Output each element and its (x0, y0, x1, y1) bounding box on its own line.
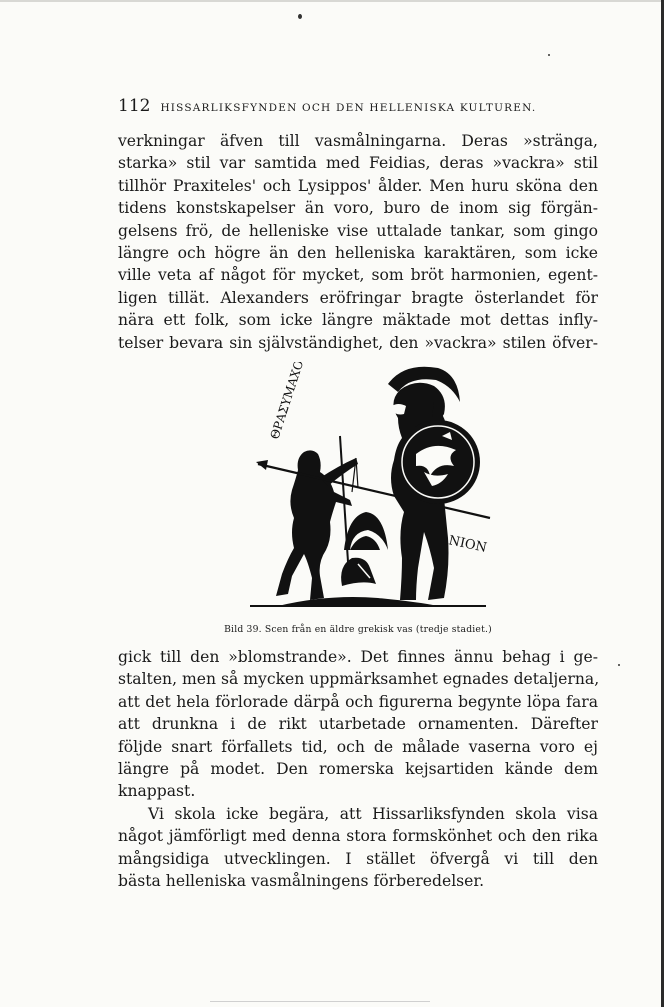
ink-speck (298, 14, 302, 19)
text-line: stalten, men så mycken uppmärksamhet egnades detaljerna, (118, 670, 600, 689)
text-line: tidens konstskapelser än voro, buro de inom sig förgän- (118, 199, 598, 218)
vase-scene-figure (238, 362, 498, 612)
text-line: att det hela förlorade därpå och figurerna begynte löpa fara (118, 692, 598, 711)
text-line: gick till den »blomstrande». Det finnes ännu behag i ge- (118, 648, 598, 666)
paragraph-top (118, 130, 598, 354)
text-line: knappast. (118, 782, 196, 801)
text-line: starka» stil var samtida med Feidias, deras »vackra» stil (118, 154, 598, 173)
text-line: längre och högre än den helleniska karaktären, som icke (118, 244, 598, 263)
inscription-left: ΘΡΑΣΥΜΑΧΟΣ (267, 362, 309, 441)
page-number: 112 (118, 96, 151, 116)
ink-speck (548, 54, 550, 56)
text-line: tillhör Praxiteles' och Lysippos' ålder. Men huru sköna den (118, 176, 598, 195)
text-line: ville veta af något för mycket, som bröt harmonien, egent- (118, 266, 598, 285)
text-line: verkningar äfven till vasmålningarna. Deras »stränga, (118, 132, 598, 150)
text-line: följde snart förfallets tid, och de målade vaserna voro ej (118, 737, 598, 756)
page-edge-top (0, 0, 664, 2)
text-line: Vi skola icke begära, att Hissarliksfynden skola visa (148, 804, 598, 823)
text-line: bästa helleniska vasmålningens förberedelser. (118, 872, 485, 891)
inscription-right: ΝΙΟΝ (447, 533, 488, 556)
paragraph-bottom (118, 646, 598, 892)
text-line: gelsens frö, de helleniske vise uttalade tankar, som gingo (118, 221, 598, 240)
figure-caption: Bild 39. Scen från en äldre grekisk vas (tredje stadiet.) (224, 624, 492, 635)
ink-speck (618, 664, 620, 666)
page-header (118, 96, 558, 116)
vase-illustration (238, 362, 498, 612)
footer-rule (210, 1001, 430, 1002)
text-line: ligen tillät. Alexanders eröfringar bragte österlandet för (118, 288, 598, 307)
text-line: telser bevara sin självständighet, den »vackra» stilen öfver- (118, 333, 598, 352)
text-line: nära ett folk, som icke längre mäktade mot dettas infly- (118, 311, 598, 330)
text-line: längre på modet. Den romerska kejsartiden kände dem (118, 760, 598, 779)
running-head: HISSARLIKSFYNDEN OCH DEN HELLENISKA KULTUREN. (160, 102, 537, 114)
text-line: något jämförligt med denna stora formskönhet och den rika (118, 827, 598, 846)
text-line: att drunkna i de rikt utarbetade ornamenten. Därefter (118, 715, 598, 734)
text-line: mångsidiga utvecklingen. I stället öfvergå vi till den (118, 849, 598, 868)
